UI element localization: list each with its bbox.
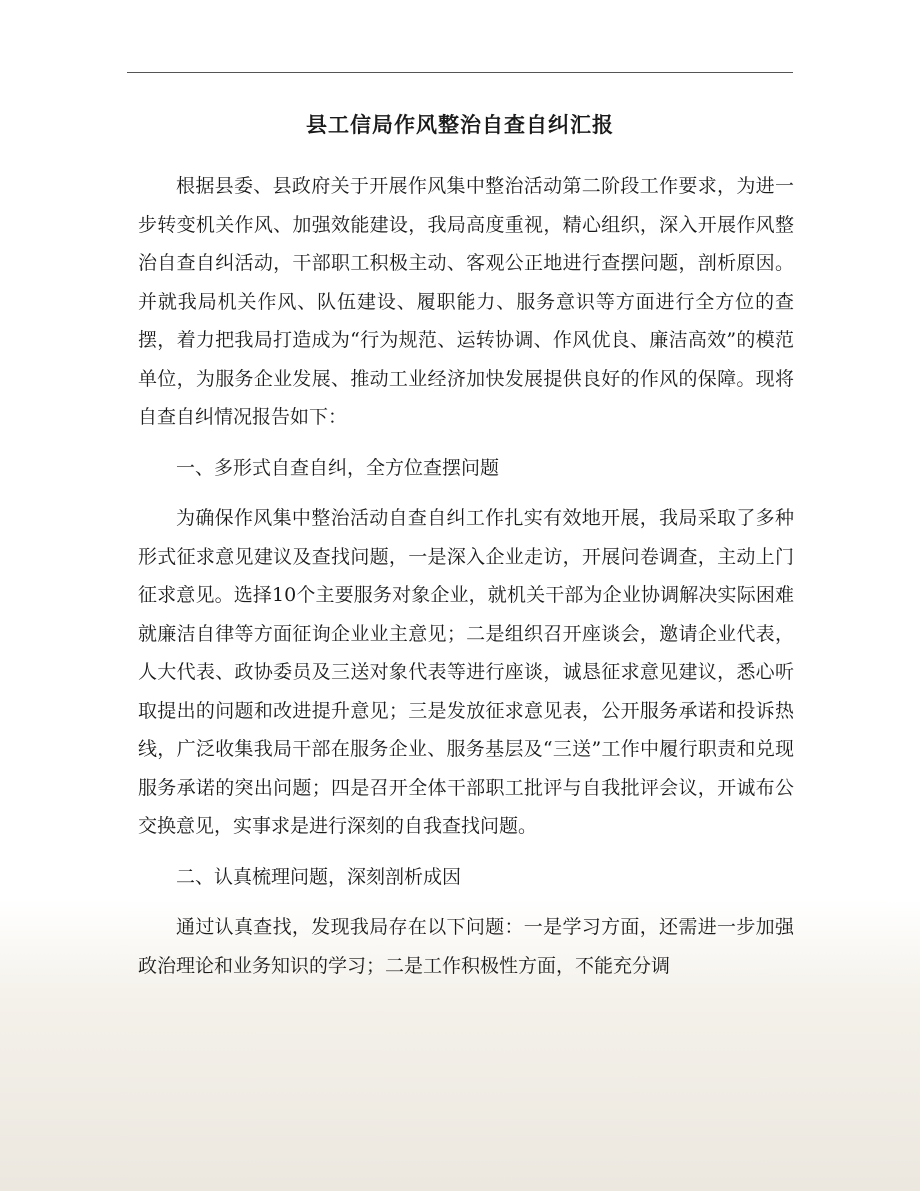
section-1-paragraph: 为确保作风集中整治活动自查自纠工作扎实有效地开展，我局采取了多种形式征求意见建议及查找问题，一是深入企业走访，开展问卷调查，主动上门征求意见。选择10个主要服务对象企业，就机关干部为企业协调解决实际困难就廉洁自律等方面征询企业业主意见；二是组织召开座谈会，邀请企业代表，人大代表、政协委员及三送对象代表等进行座谈，诚恳征求意见建议，悉心听取提出的问题和改进提升意见；三是发放征求意见表，公开服务承诺和投诉热线，广泛收集我局干部在服务企业、服务基层及“三送”工作中履行职责和兑现服务承诺的突出问题；四是召开全体干部职工批评与自我批评会议，开诚布公交换意见，实事求是进行深刻的自我查找问题。 [138, 507, 794, 837]
intro-paragraph: 根据县委、县政府关于开展作风集中整治活动第二阶段工作要求，为进一步转变机关作风、加强效能建设，我局高度重视，精心组织，深入开展作风整治自查自纠活动，干部职工积极主动、客观公正地进行查摆问题，剖析原因。并就我局机关作风、队伍建设、履职能力、服务意识等方面进行全方位的查摆，着力把我局打造成为“行为规范、运转协调、作风优良、廉洁高效”的模范单位，为服务企业发展、推动工业经济加快发展提供良好的作风的保障。现将自查自纠情况报告如下： [138, 175, 794, 428]
section-heading-2: 二、认真梳理问题，深刻剖析成因 [176, 865, 462, 888]
document-body [138, 167, 794, 985]
section-heading-1: 一、多形式自查自纠，全方位查摆问题 [176, 456, 500, 479]
section-2-paragraph: 通过认真查找，发现我局存在以下问题：一是学习方面，还需进一步加强政治理论和业务知识的学习；二是工作积极性方面，不能充分调 [138, 916, 794, 977]
header-rule [127, 72, 793, 73]
document-title: 县工信局作风整治自查自纠汇报 [306, 113, 614, 137]
